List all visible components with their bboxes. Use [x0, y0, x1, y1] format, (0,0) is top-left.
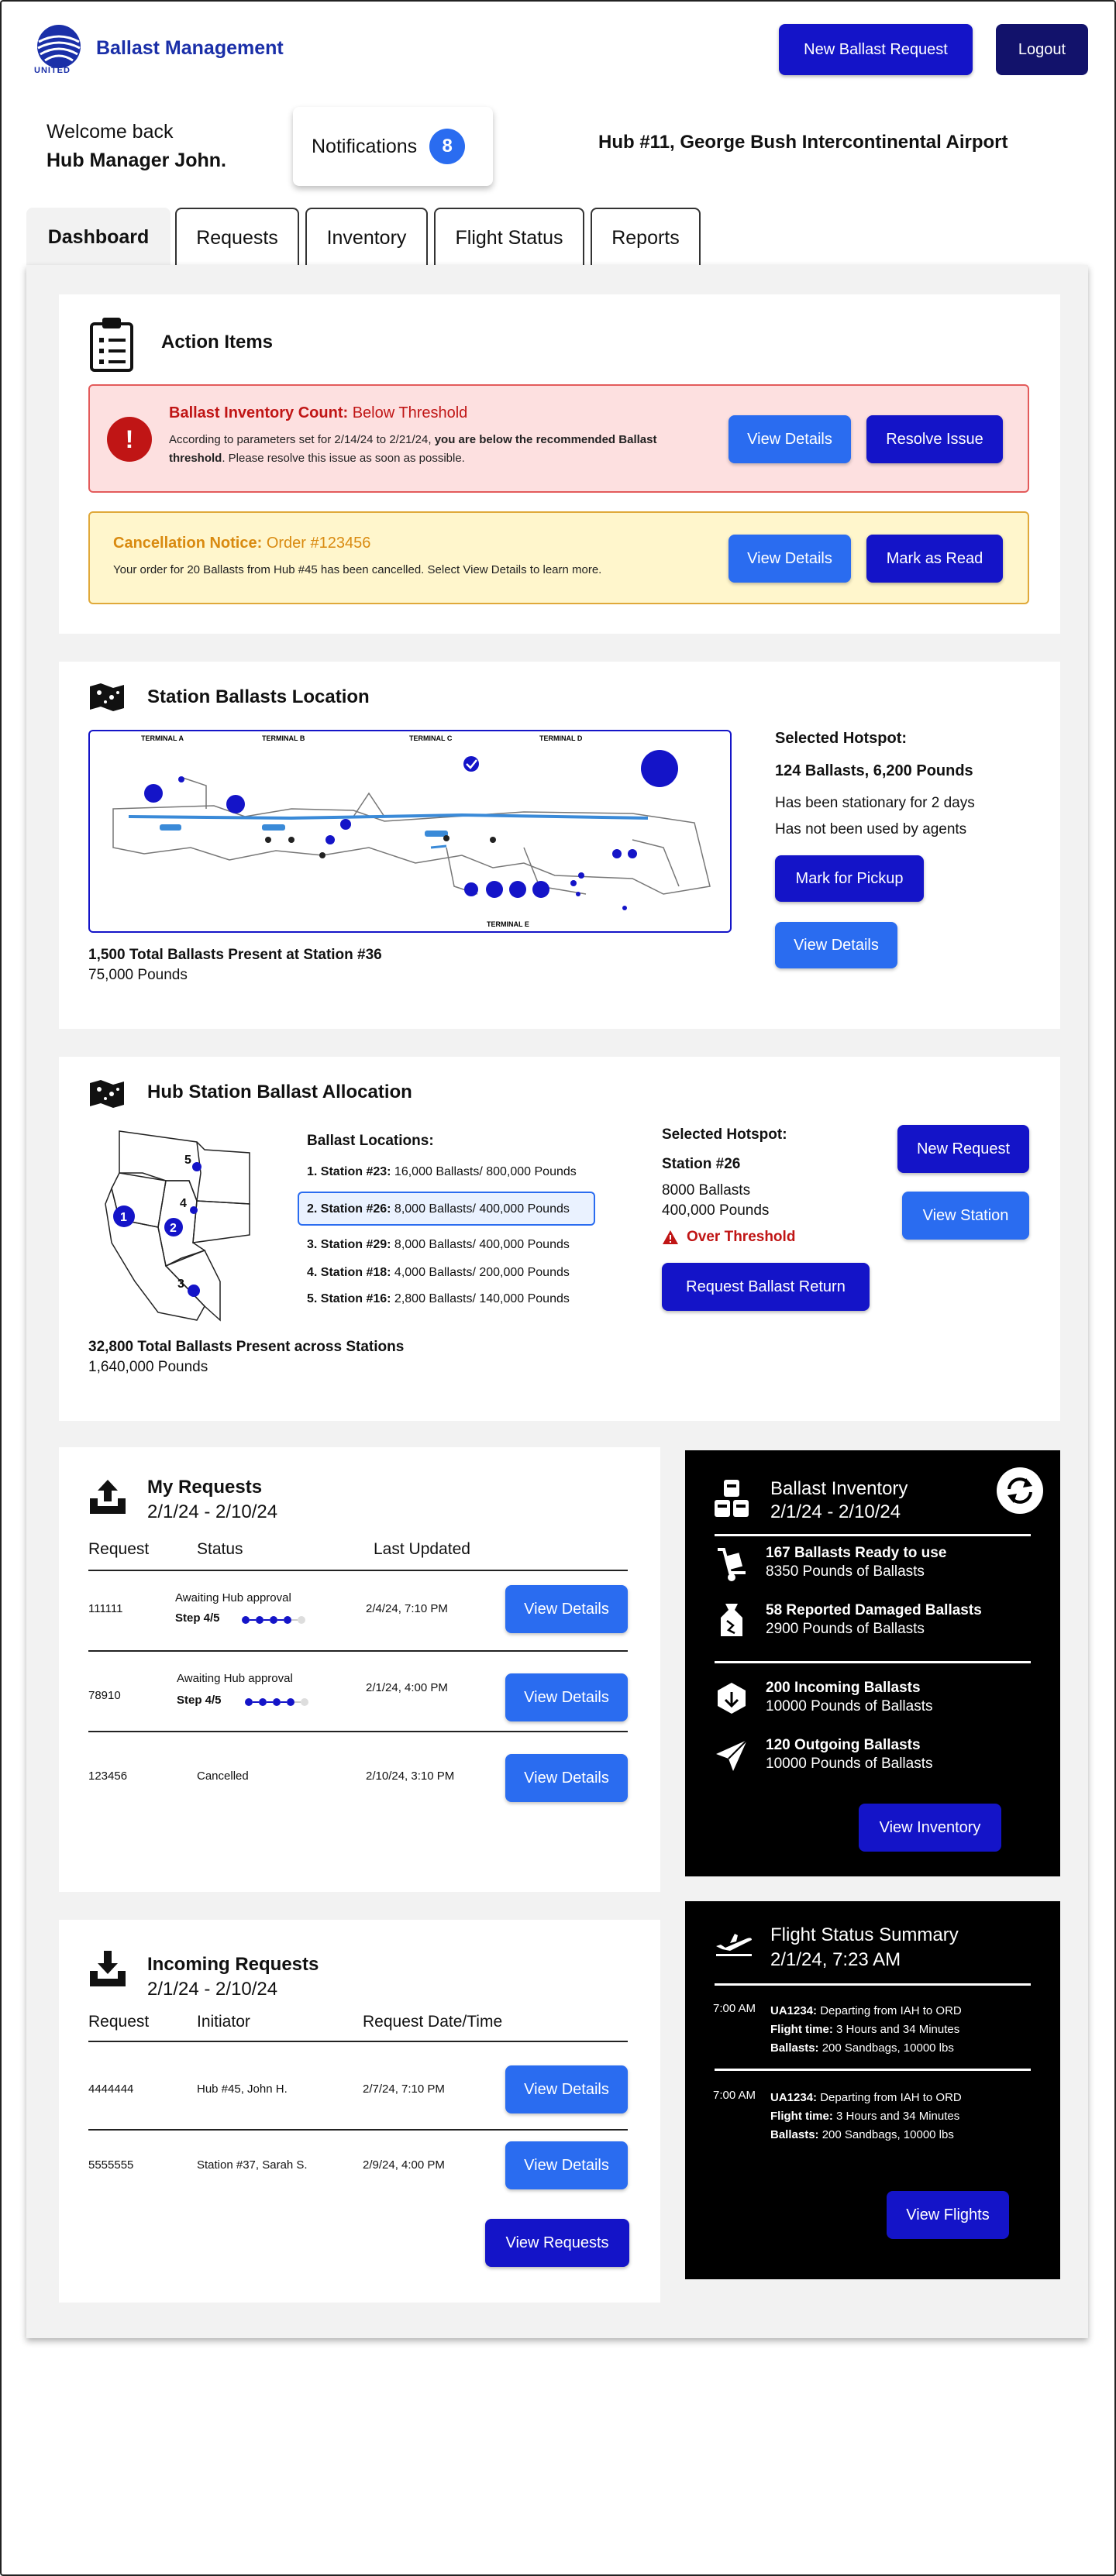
allocation-title: Hub Station Ballast Allocation — [147, 1082, 412, 1102]
cancellation-alert — [88, 511, 1029, 604]
flight-status-date: 2/1/24, 7:23 AM — [770, 1949, 901, 1970]
divider — [88, 1570, 628, 1571]
col-initiator: Initiator — [197, 2013, 250, 2031]
request-ballast-return-button[interactable]: Request Ballast Return — [662, 1263, 870, 1311]
my-requests-card — [59, 1447, 660, 1810]
flight-route: Departing from IAH to ORD — [817, 2091, 962, 2104]
welcome-message — [46, 118, 226, 175]
step-progress — [245, 1698, 308, 1706]
map-marker-5: 5 — [184, 1154, 191, 1167]
cancellation-view-details-button[interactable]: View Details — [728, 535, 851, 583]
map-icon — [88, 1078, 126, 1109]
location-item-selected[interactable] — [298, 1192, 595, 1226]
warning-icon — [662, 1230, 679, 1245]
send-plane-icon — [715, 1739, 749, 1773]
notifications-label: Notifications — [312, 135, 418, 157]
inventory-dates: 2/1/24 - 2/10/24 — [770, 1501, 901, 1522]
request-initiator: Hub #45, John H. — [197, 2082, 288, 2096]
hotspot-label: Selected Hotspot: — [775, 730, 908, 747]
col-last-updated: Last Updated — [374, 1540, 470, 1558]
request-id: 111111 — [88, 1602, 123, 1615]
hand-truck-icon — [715, 1546, 749, 1582]
action-items-card — [59, 294, 1060, 634]
flight-ballasts: 200 Sandbags, 10000 lbs — [818, 2041, 954, 2055]
selected-station-pounds: 400,000 Pounds — [662, 1202, 770, 1219]
flight-duration: 3 Hours and 34 Minutes — [832, 2110, 960, 2123]
request-view-details-button[interactable]: View Details — [505, 1754, 628, 1802]
inventory-item-damaged: 58 Reported Damaged Ballasts — [766, 1602, 982, 1618]
flight-time-label: Flight time: — [770, 2110, 833, 2123]
inventory-view-details-button[interactable]: View Details — [728, 415, 851, 463]
inventory-item-ready: 167 Ballasts Ready to use — [766, 1545, 947, 1561]
inventory-item-outgoing: 120 Outgoing Ballasts — [766, 1737, 921, 1753]
divider — [715, 1661, 1031, 1663]
allocation-total-pounds: 1,640,000 Pounds — [88, 1359, 208, 1375]
cancellation-alert-text: Your order for 20 Ballasts from Hub #45 has been cancelled. Select View Details to learn more. — [113, 563, 602, 576]
cancel-title-rest: Order #123456 — [262, 535, 371, 552]
flight-duration: 3 Hours and 34 Minutes — [832, 2023, 960, 2036]
alert-title-bold: Ballast Inventory Count: — [169, 404, 349, 421]
map-marker-4: 4 — [180, 1197, 187, 1210]
inventory-alert — [88, 384, 1029, 493]
location-name: 5. Station #16: — [307, 1292, 391, 1305]
station-location-card — [59, 662, 1060, 1029]
alert-title-rest: Below Threshold — [348, 404, 468, 421]
flight-status-title: Flight Status Summary — [770, 1924, 959, 1945]
col-request: Request — [88, 2013, 150, 2031]
location-item[interactable] — [307, 1238, 570, 1252]
mark-as-read-button[interactable]: Mark as Read — [866, 535, 1003, 583]
inventory-alert-text — [169, 431, 665, 468]
divider — [715, 1534, 1031, 1536]
col-request-date: Request Date/Time — [363, 2013, 503, 2031]
flight-status-card — [685, 1901, 1060, 2279]
hotspot-value: 124 Ballasts, 6,200 Pounds — [775, 762, 973, 779]
divider — [715, 2069, 1031, 2071]
flight-details — [770, 2089, 962, 2144]
incoming-requests-title: Incoming Requests — [147, 1954, 319, 1975]
step-progress — [242, 1616, 305, 1624]
terminal-d-label: TERMINAL D — [539, 734, 583, 742]
alert-text-c: . Please resolve this issue as soon as possible. — [222, 452, 465, 465]
location-value: 8,000 Ballasts/ 400,000 Pounds — [391, 1202, 570, 1216]
inbox-download-icon — [88, 1949, 127, 1988]
notifications-count-badge: 8 — [429, 129, 465, 164]
tab-dashboard[interactable]: Dashboard — [26, 208, 170, 267]
request-id: 5555555 — [88, 2158, 134, 2172]
request-initiator: Station #37, Sarah S. — [197, 2158, 308, 2172]
ballast-inventory-card — [685, 1450, 1060, 1876]
logo-text: UNITED — [34, 66, 71, 75]
ballast-bags-icon — [715, 1478, 750, 1518]
inventory-item-incoming-pounds: 10000 Pounds of Ballasts — [766, 1698, 933, 1714]
allocation-hotspot-label: Selected Hotspot: — [662, 1126, 787, 1143]
terminal-c-label: TERMINAL C — [409, 734, 453, 742]
request-view-details-button[interactable]: View Details — [505, 1673, 628, 1721]
user-name: Hub Manager John. — [46, 150, 226, 171]
damaged-bag-icon — [715, 1602, 749, 1639]
request-view-details-button[interactable]: View Details — [505, 1585, 628, 1633]
incoming-view-details-button[interactable]: View Details — [505, 2141, 628, 2189]
location-item[interactable] — [307, 1165, 577, 1179]
inventory-alert-title — [169, 404, 467, 422]
request-id: 123456 — [88, 1769, 128, 1783]
flight-ballasts: 200 Sandbags, 10000 lbs — [818, 2128, 954, 2141]
my-requests-dates: 2/1/24 - 2/10/24 — [147, 1501, 278, 1522]
west-coast-map[interactable] — [88, 1126, 251, 1325]
map-marker-1: 1 — [120, 1211, 127, 1224]
divider — [88, 2129, 628, 2131]
divider — [88, 1650, 628, 1652]
col-status: Status — [197, 1540, 243, 1558]
location-name: 3. Station #29: — [307, 1238, 391, 1251]
outbox-upload-icon — [88, 1477, 127, 1515]
location-name: 2. Station #26: — [307, 1202, 391, 1216]
inventory-item-ready-pounds: 8350 Pounds of Ballasts — [766, 1563, 925, 1580]
clipboard-icon — [88, 316, 135, 372]
ballast-locations-list — [298, 1157, 600, 1312]
station-total-pounds: 75,000 Pounds — [88, 967, 188, 983]
map-marker-2: 2 — [170, 1222, 177, 1235]
incoming-package-icon — [715, 1680, 749, 1715]
hotspot-stationary: Has been stationary for 2 days — [775, 795, 975, 811]
view-incoming-requests-button[interactable]: View Requests — [485, 2219, 629, 2267]
location-name: 1. Station #23: — [307, 1165, 391, 1178]
location-item[interactable] — [307, 1266, 570, 1280]
warning-text: Over Threshold — [687, 1229, 796, 1245]
flight-time-of-day: 7:00 AM — [713, 2089, 756, 2102]
station-total-ballasts: 1,500 Total Ballasts Present at Station #36 — [88, 947, 382, 963]
error-icon: ! — [107, 417, 152, 462]
terminal-a-label: TERMINAL A — [141, 734, 184, 742]
alert-text-b: you are below the recommended Ballast threshold — [169, 433, 657, 465]
terminal-map[interactable] — [88, 730, 732, 933]
map-icon — [88, 682, 126, 713]
dashboard-panel — [26, 265, 1088, 2338]
flight-time-label: Flight time: — [770, 2023, 833, 2036]
flight-route: Departing from IAH to ORD — [817, 2004, 962, 2017]
logout-button[interactable]: Logout — [996, 24, 1088, 75]
refresh-icon[interactable] — [995, 1466, 1045, 1515]
location-value: 2,800 Ballasts/ 140,000 Pounds — [391, 1292, 570, 1305]
new-request-button[interactable]: New Request — [897, 1125, 1029, 1173]
incoming-requests-dates: 2/1/24 - 2/10/24 — [147, 1979, 278, 2000]
divider — [88, 2041, 628, 2042]
station-location-title: Station Ballasts Location — [147, 686, 370, 707]
terminal-b-label: TERMINAL B — [262, 734, 305, 742]
request-id: 78910 — [88, 1689, 121, 1702]
allocation-card — [59, 1057, 1060, 1421]
flight-number: UA1234: — [770, 2004, 818, 2017]
inventory-item-incoming: 200 Incoming Ballasts — [766, 1680, 921, 1696]
tab-flight-status[interactable]: Flight Status — [434, 208, 584, 267]
incoming-requests-card — [59, 1920, 660, 2303]
app-title: Ballast Management — [96, 37, 284, 59]
flight-details — [770, 2002, 962, 2058]
view-station-button[interactable]: View Station — [902, 1192, 1029, 1240]
view-inventory-button[interactable]: View Inventory — [859, 1804, 1001, 1852]
new-ballast-request-button[interactable]: New Ballast Request — [779, 24, 973, 75]
divider — [88, 1731, 628, 1732]
request-step: Step 4/5 — [177, 1694, 222, 1707]
resolve-issue-button[interactable]: Resolve Issue — [866, 415, 1003, 463]
header — [0, 0, 1116, 108]
ballasts-label: Ballasts: — [770, 2128, 819, 2141]
location-item[interactable] — [307, 1292, 570, 1306]
allocation-total-ballasts: 32,800 Total Ballasts Present across Stations — [88, 1339, 405, 1355]
inventory-title: Ballast Inventory — [770, 1478, 908, 1499]
request-date: 2/9/24, 4:00 PM — [363, 2158, 445, 2172]
hub-name: Hub #11, George Bush Intercontinental Airport — [598, 132, 1008, 153]
flight-time-of-day: 7:00 AM — [713, 2002, 756, 2015]
request-updated: 2/10/24, 3:10 PM — [366, 1769, 455, 1783]
location-value: 8,000 Ballasts/ 400,000 Pounds — [391, 1238, 570, 1251]
location-name: 4. Station #18: — [307, 1266, 391, 1279]
ballasts-label: Ballasts: — [770, 2041, 819, 2055]
my-requests-card-footer — [59, 1810, 660, 1892]
request-id: 4444444 — [88, 2082, 134, 2096]
cancel-title-bold: Cancellation Notice: — [113, 535, 263, 552]
ballast-locations-title: Ballast Locations: — [307, 1133, 434, 1149]
station-view-details-button[interactable]: View Details — [775, 922, 897, 968]
request-date: 2/7/24, 7:10 PM — [363, 2082, 445, 2096]
inventory-item-outgoing-pounds: 10000 Pounds of Ballasts — [766, 1756, 933, 1772]
cancellation-alert-title — [113, 535, 370, 552]
tab-requests[interactable]: Requests — [175, 208, 299, 267]
selected-station-name: Station #26 — [662, 1156, 741, 1172]
action-items-title: Action Items — [161, 332, 274, 353]
location-value: 16,000 Ballasts/ 800,000 Pounds — [391, 1165, 577, 1178]
col-request: Request — [88, 1540, 150, 1558]
request-step: Step 4/5 — [175, 1611, 220, 1625]
request-status: Cancelled — [197, 1769, 249, 1783]
my-requests-title: My Requests — [147, 1477, 263, 1498]
departing-plane-icon — [715, 1929, 753, 1957]
alert-text-a: According to parameters set for 2/14/24 to 2/21/24, — [169, 433, 435, 446]
selected-station-ballasts: 8000 Ballasts — [662, 1182, 751, 1199]
request-status: Awaiting Hub approval — [177, 1672, 293, 1685]
request-updated: 2/4/24, 7:10 PM — [366, 1602, 448, 1615]
welcome-line: Welcome back — [46, 121, 174, 143]
request-updated: 2/1/24, 4:00 PM — [366, 1681, 448, 1694]
incoming-view-details-button[interactable]: View Details — [505, 2065, 628, 2113]
view-flights-button[interactable]: View Flights — [887, 2191, 1009, 2239]
tab-inventory[interactable]: Inventory — [305, 208, 428, 267]
terminal-e-label: TERMINAL E — [487, 920, 529, 928]
hotspot-unused: Has not been used by agents — [775, 821, 967, 837]
flight-number: UA1234: — [770, 2091, 818, 2104]
terminal-map-drawing — [90, 731, 730, 931]
notifications-button[interactable] — [293, 107, 493, 186]
divider — [715, 1983, 1031, 1986]
inventory-item-damaged-pounds: 2900 Pounds of Ballasts — [766, 1621, 925, 1637]
request-status: Awaiting Hub approval — [175, 1591, 291, 1604]
tab-reports[interactable]: Reports — [591, 208, 701, 267]
over-threshold-warning — [662, 1229, 795, 1246]
mark-for-pickup-button[interactable]: Mark for Pickup — [775, 855, 924, 902]
location-value: 4,000 Ballasts/ 200,000 Pounds — [391, 1266, 570, 1279]
map-marker-3: 3 — [177, 1278, 184, 1291]
